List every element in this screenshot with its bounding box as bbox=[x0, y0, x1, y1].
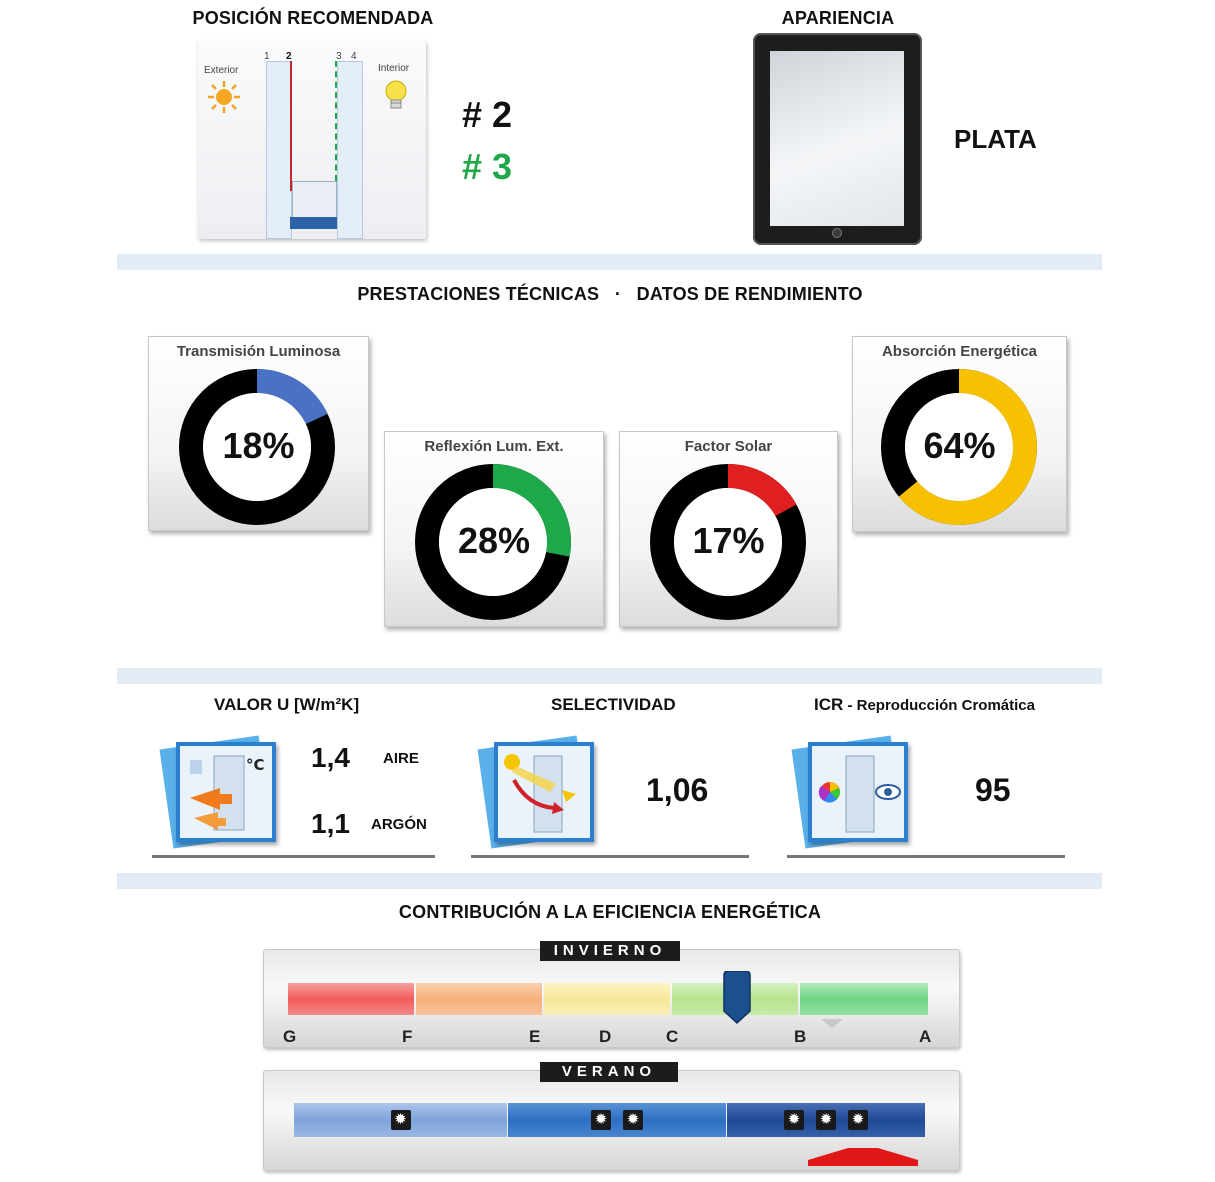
glass-position-diagram bbox=[198, 41, 426, 239]
sun-through-glass-icon bbox=[498, 746, 590, 838]
primary-face-number: # 2 bbox=[462, 94, 513, 135]
interior-label: Interior bbox=[378, 63, 410, 74]
position-title: POSICIÓN RECOMENDADA bbox=[192, 8, 434, 28]
icr-title-abbr: ICR bbox=[814, 695, 844, 714]
tablet-screen bbox=[770, 51, 904, 226]
summer-level-3 bbox=[727, 1103, 925, 1137]
section-divider bbox=[117, 873, 1102, 889]
u-value-icon bbox=[176, 742, 276, 842]
appearance-value: PLATA bbox=[954, 124, 1037, 154]
face-label: 2 bbox=[286, 51, 292, 62]
svg-text:°C: °C bbox=[246, 756, 265, 774]
desiccant-spacer bbox=[292, 181, 337, 219]
u-value-air-label: AIRE bbox=[383, 750, 419, 767]
underline bbox=[787, 855, 1065, 858]
winter-segment-e-c bbox=[544, 983, 670, 1015]
gauge-label: Absorción Energética bbox=[881, 343, 1038, 360]
summer-rating-marker bbox=[808, 1148, 918, 1166]
inner-pane bbox=[337, 61, 363, 239]
efficiency-title: CONTRIBUCIÓN A LA EFICIENCIA ENERGÉTICA bbox=[398, 902, 822, 922]
grade-label: B bbox=[794, 1027, 807, 1046]
section-divider bbox=[117, 668, 1102, 684]
grade-label: C bbox=[666, 1027, 679, 1046]
gauge-label: Factor Solar bbox=[684, 438, 773, 455]
gauge-label: Reflexión Lum. Ext. bbox=[424, 438, 564, 455]
selectivity-title: SELECTIVIDAD bbox=[551, 695, 676, 714]
grade-label: D bbox=[599, 1027, 612, 1046]
section-divider bbox=[117, 254, 1102, 270]
u-value-argon-label: ARGÓN bbox=[371, 816, 427, 833]
star-icon: ✹ bbox=[816, 1110, 836, 1130]
winter-segment-f-e bbox=[416, 983, 542, 1015]
grade-label: G bbox=[283, 1027, 297, 1046]
face-label: 3 bbox=[336, 51, 342, 62]
grade-label: A bbox=[919, 1027, 932, 1046]
icr-title bbox=[814, 695, 1035, 715]
outer-pane bbox=[266, 61, 292, 239]
winter-segment-g-f bbox=[288, 983, 414, 1015]
summer-level-1 bbox=[294, 1103, 507, 1137]
summer-label: VERANO bbox=[540, 1062, 678, 1082]
star-icon: ✹ bbox=[591, 1110, 611, 1130]
winter-label: INVIERNO bbox=[540, 941, 680, 961]
secondary-face-number: # 3 bbox=[462, 146, 513, 187]
performance-title: PRESTACIONES TÉCNICAS · DATOS DE RENDIMIENTO bbox=[357, 284, 863, 304]
thermal-insulation-icon bbox=[180, 746, 272, 838]
exterior-label: Exterior bbox=[204, 65, 239, 76]
icr-title-text: - Reproducción Cromática bbox=[843, 697, 1035, 714]
gauge-value: 28% bbox=[457, 520, 531, 561]
underline bbox=[471, 855, 749, 858]
underline bbox=[152, 855, 435, 858]
star-icon: ✹ bbox=[848, 1110, 868, 1130]
tablet-appearance-image bbox=[753, 33, 922, 245]
gauge-label: Transmisión Luminosa bbox=[176, 343, 341, 360]
icr-icon bbox=[808, 742, 908, 842]
coating-face-3 bbox=[335, 61, 337, 181]
winter-rating-panel bbox=[263, 949, 960, 1048]
star-icon: ✹ bbox=[391, 1110, 411, 1130]
star-icon: ✹ bbox=[623, 1110, 643, 1130]
gauge-card-light-transmission bbox=[148, 336, 369, 531]
summer-rating-panel bbox=[263, 1070, 960, 1171]
tablet-home-button bbox=[832, 228, 842, 238]
light-bulb-icon bbox=[384, 79, 408, 113]
grade-label: F bbox=[402, 1027, 413, 1046]
grade-label: E bbox=[529, 1027, 541, 1046]
gauge-value: 17% bbox=[692, 520, 765, 561]
color-rendering-icon bbox=[812, 746, 904, 838]
winter-rating-marker bbox=[721, 971, 753, 1025]
gauge-card-light-reflection bbox=[384, 431, 604, 627]
coating-face-2 bbox=[290, 61, 292, 191]
face-label: 1 bbox=[264, 51, 270, 62]
star-icon: ✹ bbox=[784, 1110, 804, 1130]
winter-secondary-marker bbox=[821, 1019, 843, 1029]
gauge-card-energy-absorption bbox=[852, 336, 1067, 532]
gauge-value: 64% bbox=[923, 425, 996, 466]
selectivity-value: 1,06 bbox=[646, 772, 709, 808]
selectivity-icon bbox=[494, 742, 594, 842]
winter-segment-b-a bbox=[800, 983, 928, 1015]
u-value-argon: 1,1 bbox=[311, 808, 350, 839]
face-label: 4 bbox=[351, 51, 357, 62]
appearance-title: APARIENCIA bbox=[781, 8, 895, 28]
u-value-title: VALOR U [W/m²K] bbox=[214, 695, 360, 714]
gauge-value: 18% bbox=[222, 425, 295, 466]
icr-value: 95 bbox=[975, 772, 1011, 808]
sun-icon bbox=[206, 79, 242, 115]
gauge-card-solar-factor bbox=[619, 431, 838, 627]
seal bbox=[290, 217, 337, 229]
u-value-air: 1,4 bbox=[311, 742, 350, 773]
summer-level-2 bbox=[508, 1103, 726, 1137]
